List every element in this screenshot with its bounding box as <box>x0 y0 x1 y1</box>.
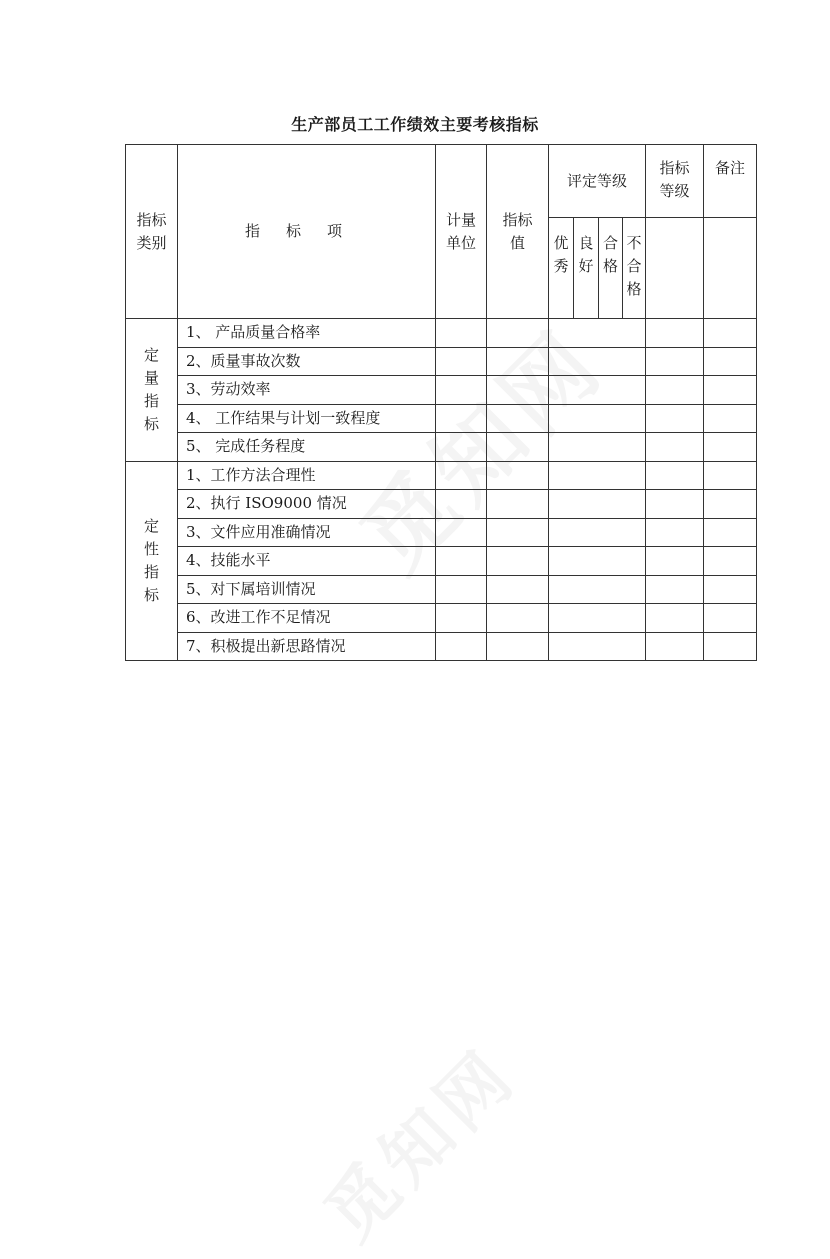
value-cell <box>487 547 549 576</box>
value-cell <box>487 404 549 433</box>
remark-cell <box>704 604 757 633</box>
indicator-item: 3、劳动效率 <box>178 376 436 405</box>
indicator-item: 4、技能水平 <box>178 547 436 576</box>
remark-cell <box>704 347 757 376</box>
rating-cell <box>549 433 646 462</box>
indicator-item: 5、对下属培训情况 <box>178 575 436 604</box>
rating-cell <box>549 376 646 405</box>
remark-cell <box>704 404 757 433</box>
remark-cell <box>704 376 757 405</box>
assessment-table <box>125 144 757 661</box>
header-remark: 备注 <box>704 145 757 218</box>
remark-cell <box>704 433 757 462</box>
unit-cell <box>436 404 487 433</box>
unit-cell <box>436 575 487 604</box>
header-level: 指标 等级 <box>646 145 704 218</box>
unit-cell <box>436 376 487 405</box>
document-title: 生产部员工工作绩效主要考核指标 <box>291 115 539 134</box>
indicator-item: 1、 产品质量合格率 <box>178 319 436 348</box>
unit-cell <box>436 632 487 661</box>
value-cell <box>487 575 549 604</box>
rating-cell <box>549 575 646 604</box>
indicator-item: 1、工作方法合理性 <box>178 461 436 490</box>
rating-cell <box>549 404 646 433</box>
indicator-item: 6、改进工作不足情况 <box>178 604 436 633</box>
remark-cell <box>704 490 757 519</box>
level-cell <box>646 632 704 661</box>
unit-cell <box>436 490 487 519</box>
level-cell <box>646 433 704 462</box>
value-cell <box>487 347 549 376</box>
rating-cell <box>549 547 646 576</box>
rating-fail: 不 合 格 <box>623 218 646 319</box>
indicator-item: 3、文件应用准确情况 <box>178 518 436 547</box>
level-cell <box>646 547 704 576</box>
watermark-bottom <box>299 1022 536 1259</box>
unit-cell <box>436 461 487 490</box>
remark-cell <box>704 518 757 547</box>
value-cell <box>487 376 549 405</box>
remark-cell <box>704 547 757 576</box>
rating-cell <box>549 632 646 661</box>
value-cell <box>487 490 549 519</box>
value-cell <box>487 604 549 633</box>
unit-cell <box>436 518 487 547</box>
value-cell <box>487 433 549 462</box>
rating-pass: 合 格 <box>599 218 623 319</box>
table-row <box>126 461 757 490</box>
level-cell <box>646 604 704 633</box>
rating-excellent: 优 秀 <box>549 218 574 319</box>
table-row <box>126 404 757 433</box>
level-cell <box>646 319 704 348</box>
level-cell <box>646 518 704 547</box>
table-row <box>126 376 757 405</box>
level-cell <box>646 404 704 433</box>
table-row <box>126 604 757 633</box>
table-row <box>126 319 757 348</box>
unit-cell <box>436 347 487 376</box>
category-cell: 定 性 指 标 <box>126 461 178 661</box>
value-cell <box>487 319 549 348</box>
unit-cell <box>436 547 487 576</box>
value-cell <box>487 461 549 490</box>
level-cell <box>646 218 704 319</box>
value-cell <box>487 518 549 547</box>
level-cell <box>646 376 704 405</box>
table-row <box>126 632 757 661</box>
unit-cell <box>436 319 487 348</box>
rating-good: 良 好 <box>574 218 599 319</box>
table-row <box>126 575 757 604</box>
table-row <box>126 490 757 519</box>
rating-cell <box>549 347 646 376</box>
rating-cell <box>549 461 646 490</box>
header-category: 指标 类别 <box>126 145 178 319</box>
remark-cell <box>704 461 757 490</box>
level-cell <box>646 490 704 519</box>
indicator-item: 2、执行 ISO9000 情况 <box>178 490 436 519</box>
header-value: 指标 值 <box>487 145 549 319</box>
remark-cell <box>704 218 757 319</box>
rating-cell <box>549 604 646 633</box>
indicator-item: 7、积极提出新思路情况 <box>178 632 436 661</box>
level-cell <box>646 347 704 376</box>
rating-cell <box>549 319 646 348</box>
value-cell <box>487 632 549 661</box>
remark-cell <box>704 575 757 604</box>
indicator-item: 5、 完成任务程度 <box>178 433 436 462</box>
header-rating: 评定等级 <box>549 145 646 218</box>
unit-cell <box>436 433 487 462</box>
remark-cell <box>704 632 757 661</box>
header-item: 指标项 <box>178 145 436 319</box>
table-row <box>126 347 757 376</box>
table-row <box>126 518 757 547</box>
indicator-item: 2、质量事故次数 <box>178 347 436 376</box>
rating-cell <box>549 518 646 547</box>
level-cell <box>646 461 704 490</box>
level-cell <box>646 575 704 604</box>
rating-cell <box>549 490 646 519</box>
indicator-item: 4、 工作结果与计划一致程度 <box>178 404 436 433</box>
category-cell: 定 量 指 标 <box>126 319 178 462</box>
header-unit: 计量 单位 <box>436 145 487 319</box>
table-row <box>126 433 757 462</box>
remark-cell <box>704 319 757 348</box>
unit-cell <box>436 604 487 633</box>
table-row <box>126 547 757 576</box>
